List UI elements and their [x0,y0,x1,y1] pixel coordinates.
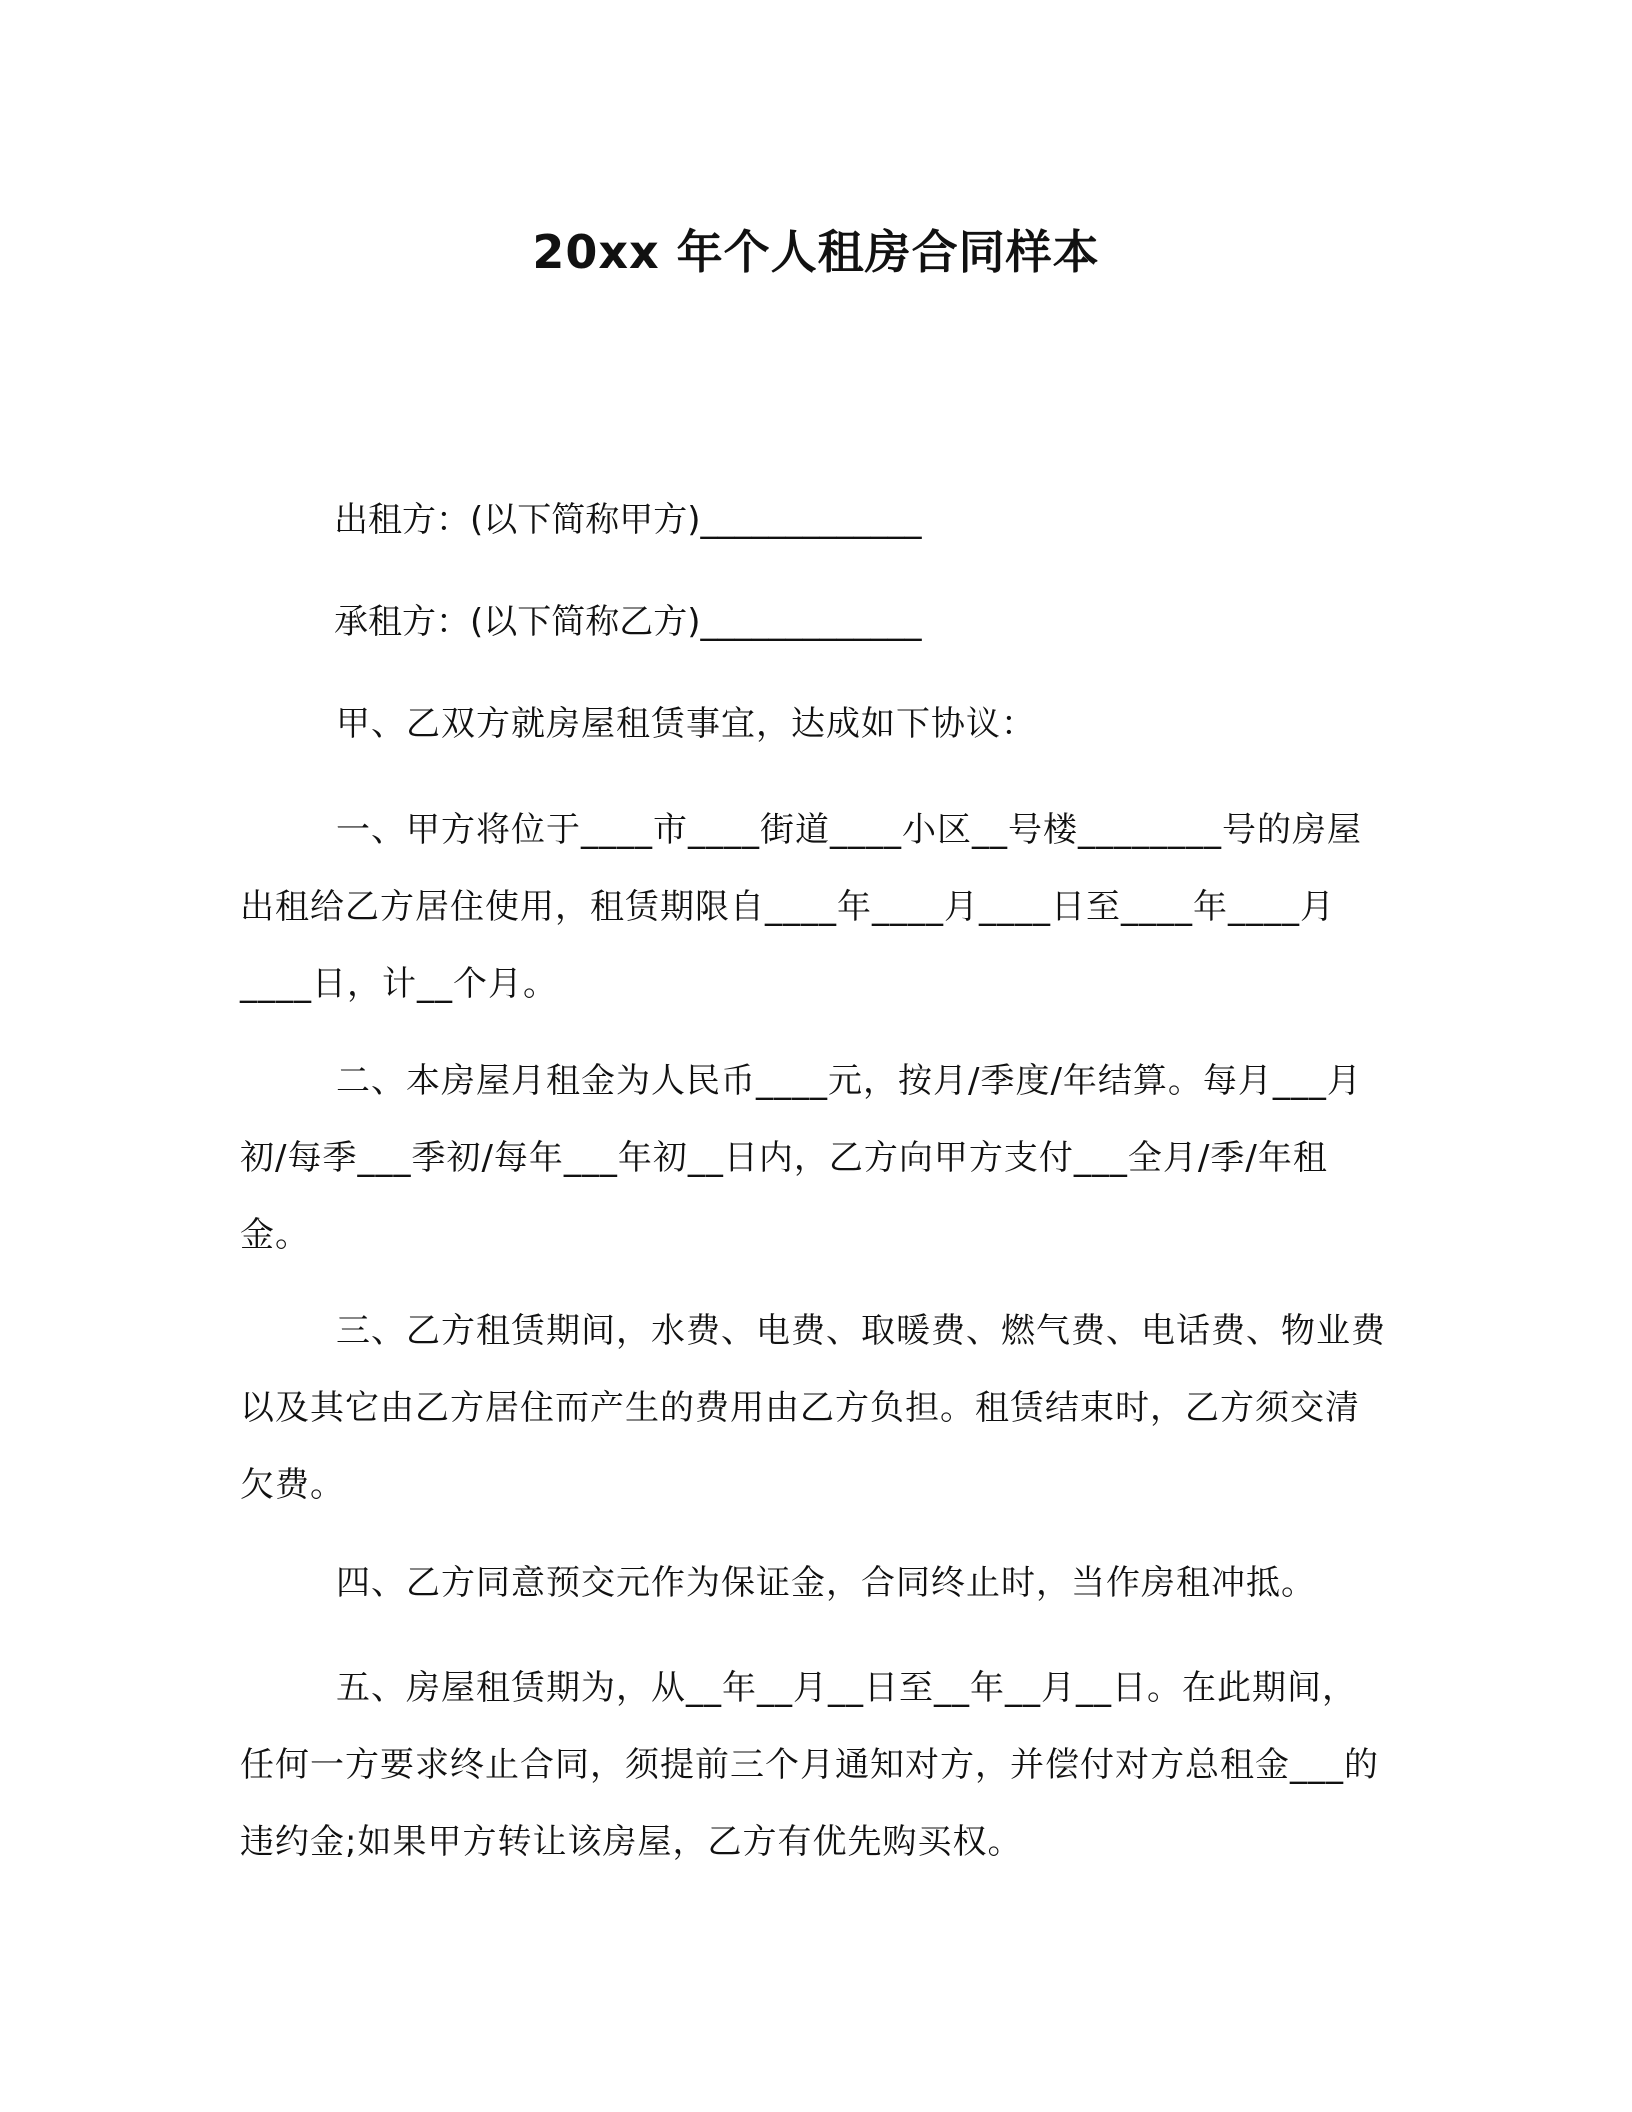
clause-5: 五、房屋租赁期为，从__年__月__日至__年__月__日。在此期间，任何一方要求终止合同，须提前三个月通知对方，并偿付对方总租金___的违约金;如果甲方转让该房屋，乙方有优先购买权。 [240,1668,1379,1862]
clause-1: 一、甲方将位于____市____街道____小区__号楼________号的房屋出租给乙方居住使用，租赁期限自____年____月____日至____年____月____日，计__个月。 [240,810,1362,1004]
document-title: 20xx 年个人租房合同样本 [532,225,1100,279]
clause-2: 二、本房屋月租金为人民币____元，按月/季度/年结算。每月___月初/每季___季初/每年___年初__日内，乙方向甲方支付___全月/季/年租金。 [240,1061,1362,1255]
lessee-line: 承租方：(以下简称乙方)_____________ [334,602,922,642]
clause-3: 三、乙方租赁期间，水费、电费、取暖费、燃气费、电话费、物业费以及其它由乙方居住而产生的费用由乙方负担。租赁结束时，乙方须交清欠费。 [240,1311,1386,1505]
intro-paragraph: 甲、乙双方就房屋租赁事宜，达成如下协议： [336,704,1036,744]
clause-4: 四、乙方同意预交元作为保证金，合同终止时，当作房租冲抵。 [336,1563,1316,1603]
lessor-line: 出租方：(以下简称甲方)_____________ [334,500,922,540]
